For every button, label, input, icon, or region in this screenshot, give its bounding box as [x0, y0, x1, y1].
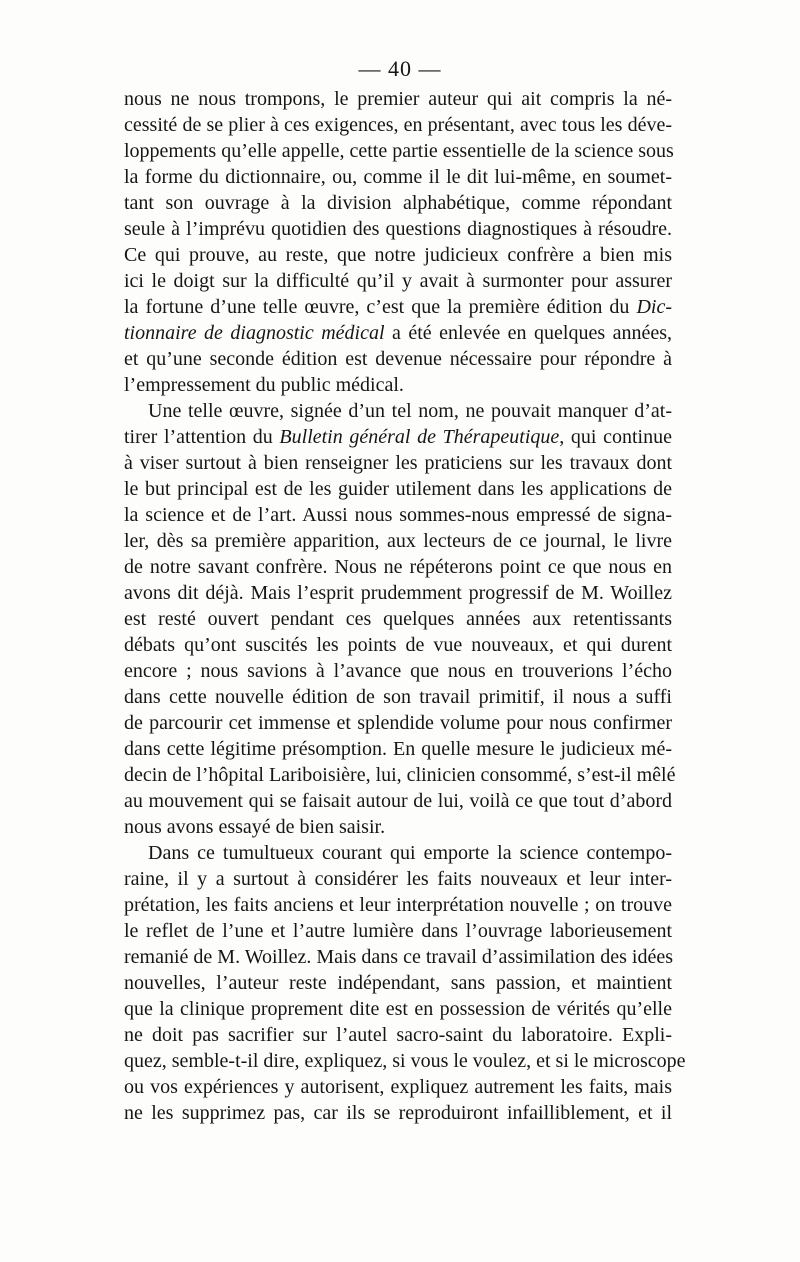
- text-line: la fortune d’une telle œuvre, c’est que la première édition du Dic-: [124, 296, 672, 318]
- text-line: nous ne nous trompons, le premier auteur qui ait compris la né-: [124, 88, 672, 110]
- text-line: prétation, les faits anciens et leur interprétation nouvelle ; on trouve: [124, 894, 672, 916]
- text-line: ici le doigt sur la difficulté qu’il y avait à surmonter pour assurer: [124, 270, 672, 292]
- text-line: l’empressement du public médical.: [124, 374, 404, 396]
- text-line: Ce qui prouve, au reste, que notre judicieux confrère a bien mis: [124, 244, 672, 266]
- paragraph-1: [124, 86, 672, 398]
- text-line: de notre savant confrère. Nous ne répéterons point ce que nous en: [124, 556, 672, 578]
- paragraph-2: [124, 398, 676, 840]
- text-line: la forme du dictionnaire, ou, comme il le dit lui-même, en soumet-: [124, 166, 672, 188]
- text-line: est resté ouvert pendant ces quelques années aux retentissants: [124, 608, 672, 630]
- text-line: nous avons essayé de bien saisir.: [124, 816, 386, 838]
- text-line: encore ; nous savions à l’avance que nous en trouverions l’écho: [124, 660, 672, 682]
- body-text: [124, 86, 686, 1126]
- text-line: tant son ouvrage à la division alphabétique, comme répondant: [124, 192, 672, 214]
- text-line: débats qu’ont suscités les points de vue nouveaux, et qui durent: [124, 634, 672, 656]
- text-line: cessité de se plier à ces exigences, en présentant, avec tous les déve-: [124, 114, 672, 136]
- text-line: loppements qu’elle appelle, cette partie essentielle de la science sous: [124, 140, 674, 162]
- text-line: Une telle œuvre, signée d’un tel nom, ne pouvait manquer d’at-: [148, 400, 672, 422]
- text-line: ne les supprimez pas, car ils se reproduiront infailliblement, et il: [124, 1102, 672, 1124]
- text-line: à viser surtout à bien renseigner les praticiens sur les travaux dont: [124, 452, 672, 474]
- text-line: ne doit pas sacrifier sur l’autel sacro-saint du laboratoire. Expli-: [124, 1024, 672, 1046]
- text-line: remanié de M. Woillez. Mais dans ce travail d’assimilation des idées: [124, 946, 673, 968]
- text-line: que la clinique proprement dite est en possession de vérités qu’elle: [124, 998, 672, 1020]
- text-line: ou vos expériences y autorisent, expliquez autrement les faits, mais: [124, 1076, 672, 1098]
- text-line: de parcourir cet immense et splendide volume pour nous confirmer: [124, 712, 672, 734]
- text-line: seule à l’imprévu quotidien des questions diagnostiques à résoudre.: [124, 218, 672, 240]
- text-line: decin de l’hôpital Lariboisière, lui, clinicien consommé, s’est-il mêlé: [124, 764, 676, 786]
- text-line: au mouvement qui se faisait autour de lui, voilà ce que tout d’abord: [124, 790, 672, 812]
- text-line: avons dit déjà. Mais l’esprit prudemment progressif de M. Woillez: [124, 582, 672, 604]
- italic-phrase: Dic-: [636, 296, 672, 318]
- page-number: — 40 —: [358, 56, 442, 81]
- paragraph-3: [124, 840, 686, 1126]
- text-line: ler, dès sa première apparition, aux lecteurs de ce journal, le livre: [124, 530, 672, 552]
- text-line: quez, semble-t-il dire, expliquez, si vous le voulez, et si le microscope: [124, 1050, 686, 1072]
- text-line: la science et de l’art. Aussi nous sommes-nous empressé de signa-: [124, 504, 672, 526]
- text-line: le but principal est de les guider utilement dans les applications de: [124, 478, 672, 500]
- text-line: raine, il y a surtout à considérer les faits nouveaux et leur inter-: [124, 868, 672, 890]
- text-line: Dans ce tumultueux courant qui emporte la science contempo-: [148, 842, 672, 864]
- italic-phrase: tionnaire de diagnostic médical: [124, 322, 385, 344]
- text-line: dans cette légitime présomption. En quelle mesure le judicieux mé-: [124, 738, 672, 760]
- text-line: le reflet de l’une et l’autre lumière dans l’ouvrage laborieusement: [124, 920, 672, 942]
- text-line: et qu’une seconde édition est devenue nécessaire pour répondre à: [124, 348, 672, 370]
- text-line: nouvelles, l’auteur reste indépendant, sans passion, et maintient: [124, 972, 672, 994]
- text-line: dans cette nouvelle édition de son travail primitif, il nous a suffi: [124, 686, 672, 708]
- text-line: tirer l’attention du Bulletin général de Thérapeutique, qui continue: [124, 426, 672, 448]
- italic-phrase: Bulletin général de Thérapeutique: [279, 426, 560, 448]
- text-line: tionnaire de diagnostic médical a été enlevée en quelques années,: [124, 322, 673, 344]
